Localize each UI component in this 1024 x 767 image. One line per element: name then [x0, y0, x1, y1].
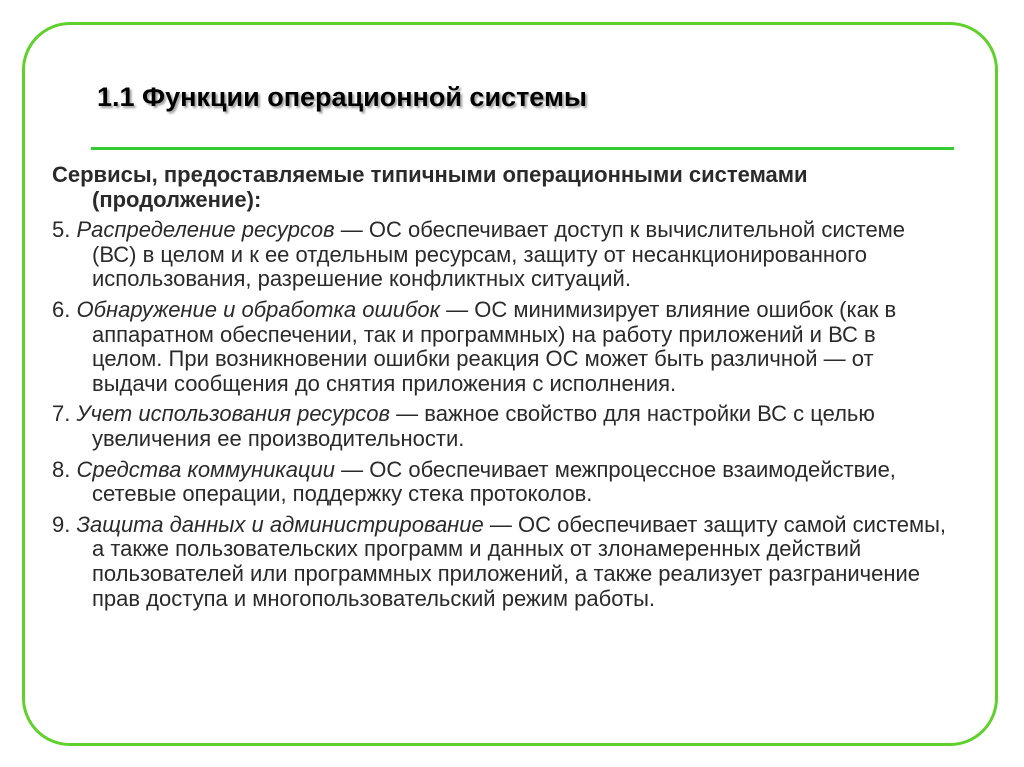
item-term: Распределение ресурсов: [76, 217, 335, 243]
item-dash: —: [439, 296, 475, 322]
intro-text: Сервисы, предоставляемые типичными операционными системами (продолжение):: [52, 162, 808, 212]
item-term: Обнаружение и обработка ошибок: [76, 296, 440, 322]
item-dash: —: [390, 401, 425, 427]
list-item-8: [52, 458, 952, 507]
title-underline: [91, 147, 954, 150]
item-text: ОС минимизирует влияние ошибок (как в аппаратном обеспечении, так и программных) на работу приложений и ВС в целом. При возникновении ошибки реакция ОС может быть различной — от выдачи сообщения до снятия приложения с исполнения.: [92, 296, 897, 396]
item-term: Защита данных и администрирование: [76, 511, 484, 537]
item-dash: —: [334, 456, 370, 482]
item-text: ОС обеспечивает защиту самой системы, а также пользовательских программ и данных от злонамеренных действий пользователей или программных приложений, а также реализует разграничение прав доступа и многопользовательский режим работы.: [92, 511, 947, 611]
item-text: важное свойство для настройки ВС с целью увеличения ее производительности.: [92, 401, 875, 451]
item-number: 5.: [52, 217, 71, 243]
item-dash: —: [334, 217, 369, 243]
slide-body: [52, 163, 952, 611]
list-item-9: [52, 513, 952, 611]
item-text: ОС обеспечивает доступ к вычислительной системе (ВС) в целом и к ее отдельным ресурсам, защиту от несанкционированного использования, разрешение конфликтных ситуаций.: [92, 217, 906, 292]
list-item-6: [52, 298, 952, 396]
item-term: Учет использования ресурсов: [76, 401, 391, 427]
item-text: ОС обеспечивает межпроцессное взаимодействие, сетевые операции, поддержку стека протоколов.: [92, 456, 896, 507]
list-item-7: [52, 402, 952, 451]
item-term: Средства коммуникации: [76, 456, 335, 482]
item-dash: —: [483, 511, 518, 537]
list-item-5: [52, 218, 952, 292]
item-number: 6.: [52, 296, 71, 322]
item-number: 9.: [52, 511, 71, 537]
item-number: 8.: [52, 456, 71, 482]
item-number: 7.: [52, 401, 71, 427]
slide-title: 1.1 Функции операционной системы: [97, 82, 587, 112]
